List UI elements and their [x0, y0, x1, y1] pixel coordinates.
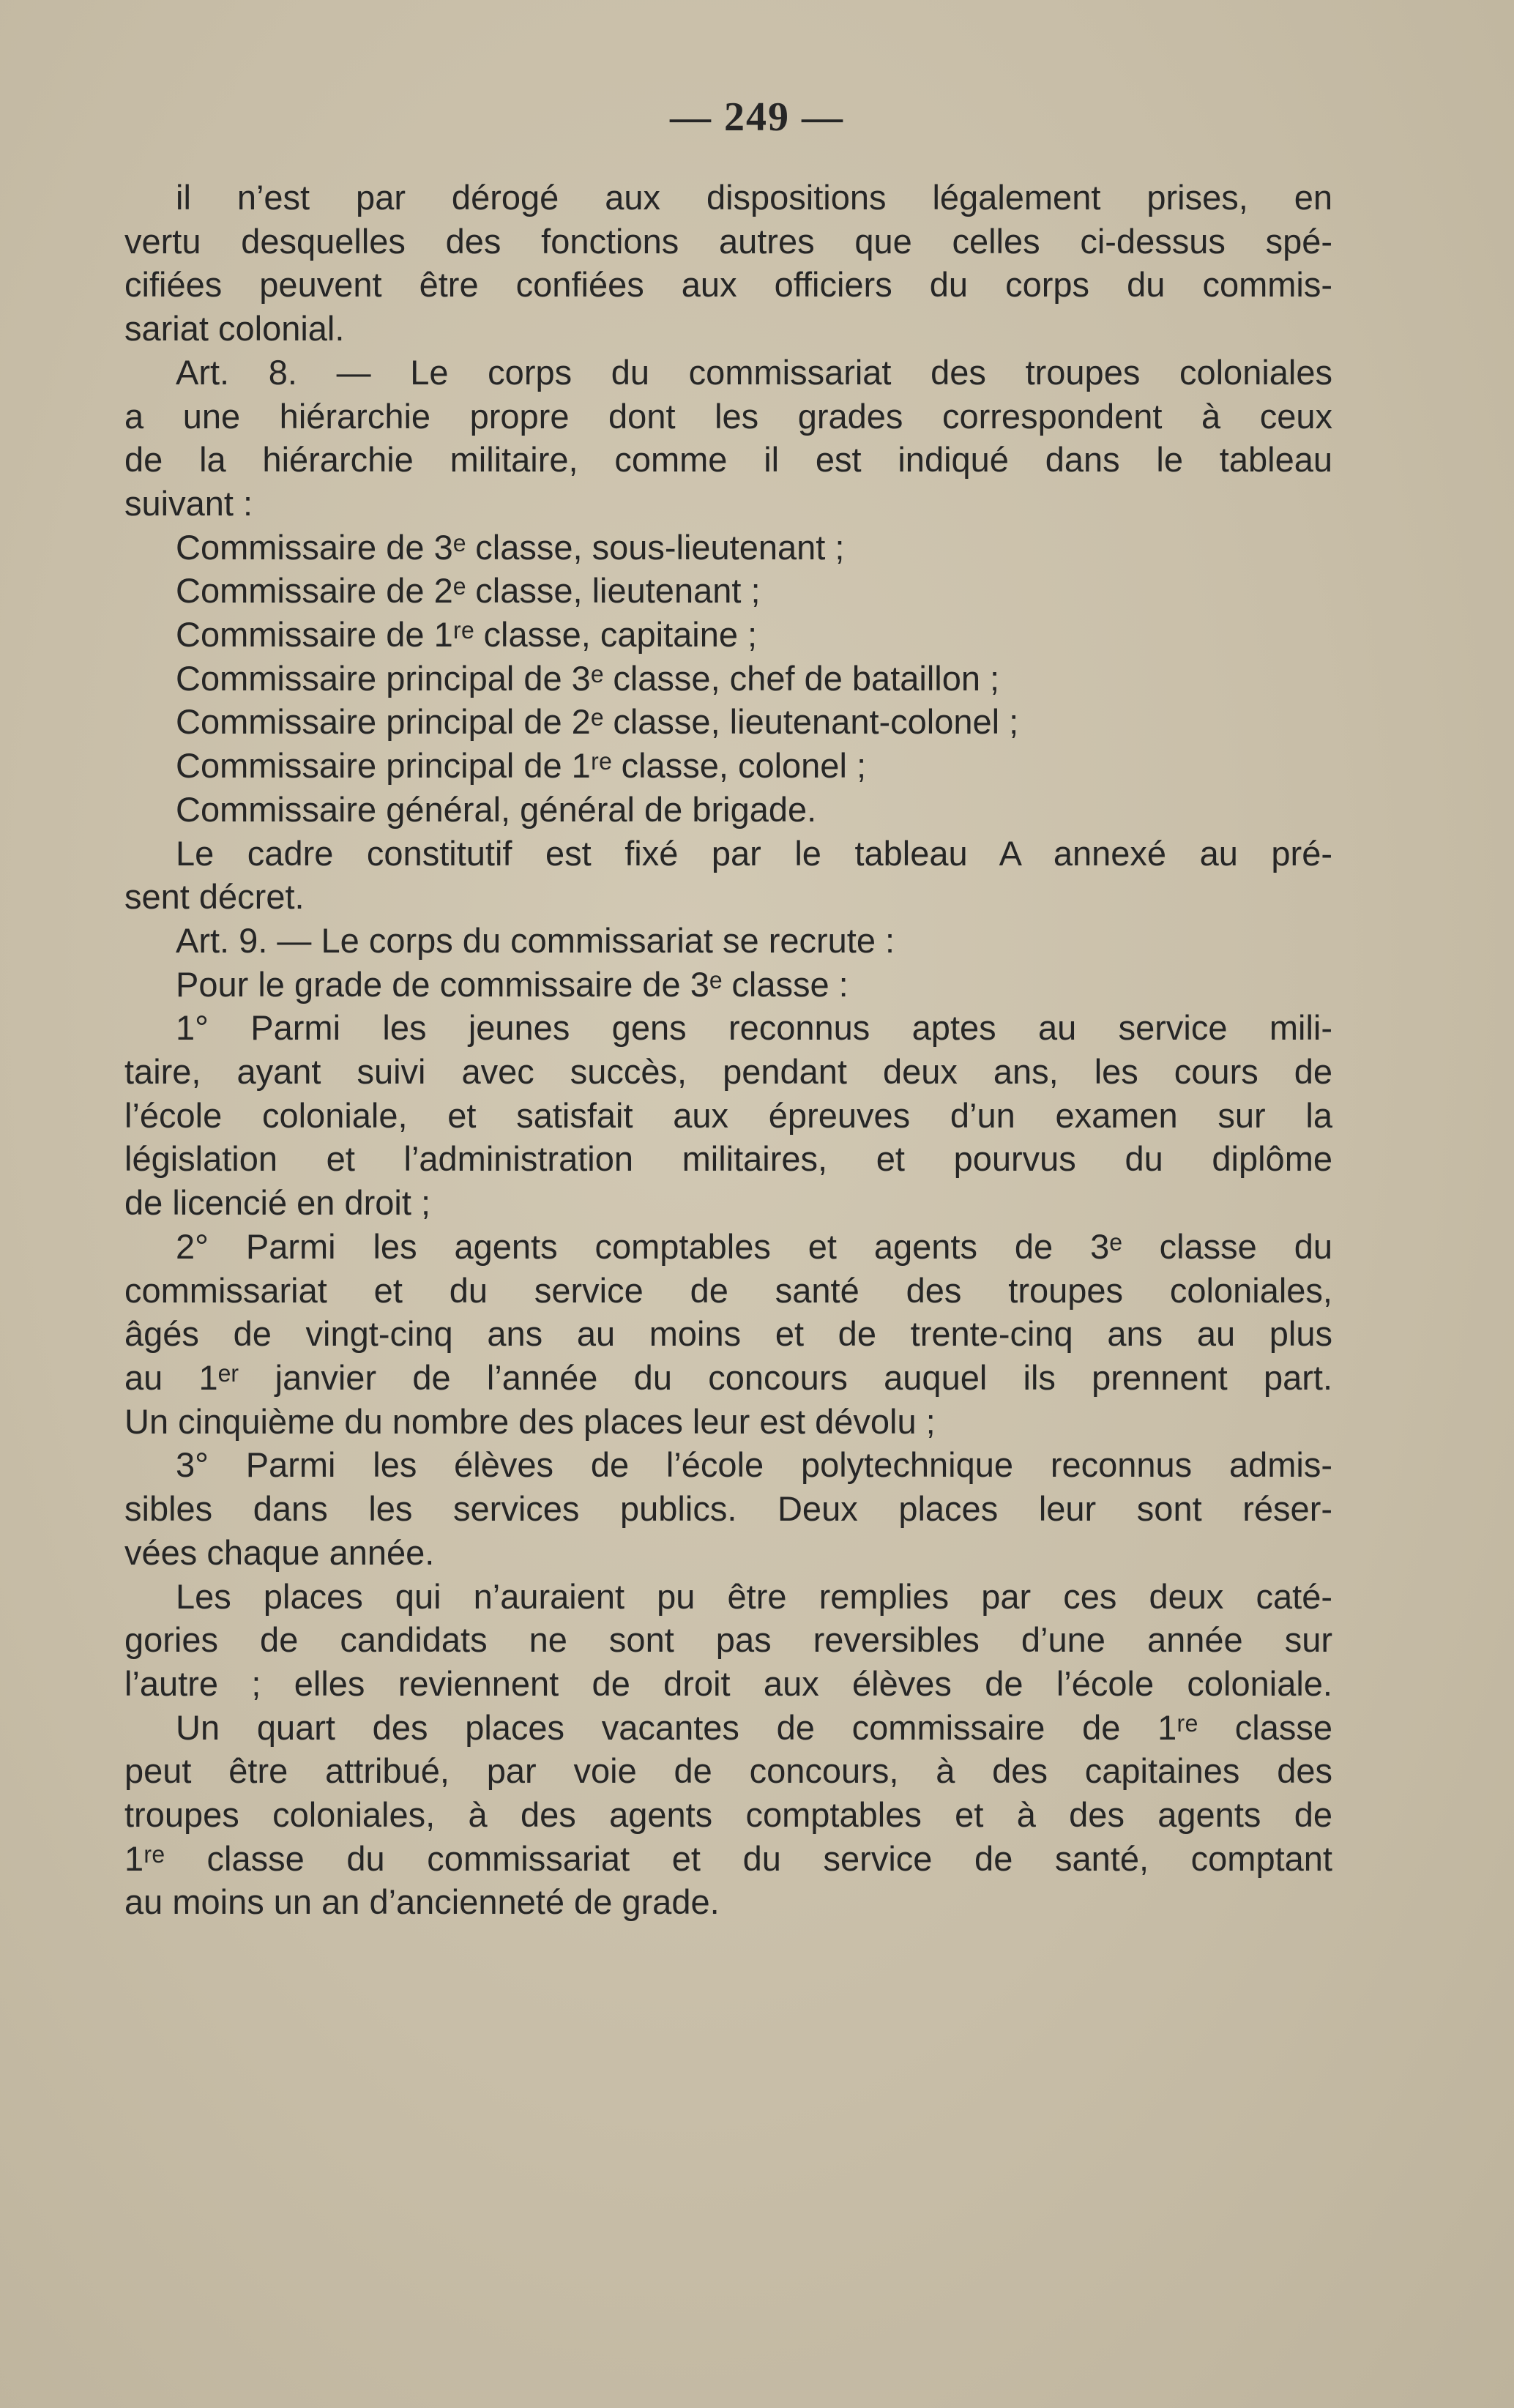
text-line: législation et l’administration militaires, et pourvus du diplôme [124, 1139, 1332, 1179]
text-line: au 1ᵉʳ janvier de l’année du concours auquel ils prennent part. [124, 1357, 1332, 1397]
text-line: Commissaire de 1ʳᵉ classe, capitaine ; [176, 615, 758, 655]
text-line: sariat colonial. [124, 309, 345, 348]
text-line: troupes coloniales, à des agents comptables et à des agents de [124, 1795, 1332, 1835]
text-line: 1° Parmi les jeunes gens reconnus aptes au service mili- [176, 1008, 1332, 1048]
text-line: âgés de vingt-cinq ans au moins et de trente-cinq ans au plus [124, 1314, 1332, 1354]
text-line: gories de candidats ne sont pas reversibles d’une année sur [124, 1620, 1332, 1660]
text-line: peut être attribué, par voie de concours, à des capitaines des [124, 1751, 1332, 1791]
text-line: il n’est par dérogé aux dispositions légalement prises, en [176, 178, 1332, 217]
text-line: Commissaire principal de 3ᵉ classe, chef de bataillon ; [176, 658, 1000, 698]
text-line: Un cinquième du nombre des places leur est dévolu ; [124, 1401, 936, 1441]
text-line: de licencié en droit ; [124, 1183, 431, 1223]
body-text [124, 176, 1332, 1924]
text-line: Commissaire principal de 2ᵉ classe, lieutenant-colonel ; [176, 702, 1019, 742]
text-line: Commissaire général, général de brigade. [176, 789, 817, 829]
text-line: 1ʳᵉ classe du commissariat et du service de santé, comptant [124, 1838, 1332, 1878]
text-line: de la hiérarchie militaire, comme il est indiqué dans le tableau [124, 440, 1332, 480]
text-line: au moins un an d’ancienneté de grade. [124, 1882, 720, 1922]
text-line: Commissaire principal de 1ʳᵉ classe, colonel ; [176, 746, 867, 786]
text-line: vertu desquelles des fonctions autres que celles ci-dessus spé- [124, 221, 1332, 261]
text-line: commissariat et du service de santé des troupes coloniales, [124, 1270, 1332, 1310]
text-line: l’autre ; elles reviennent de droit aux élèves de l’école coloniale. [124, 1663, 1332, 1703]
text-line: sibles dans les services publics. Deux places leur sont réser- [124, 1489, 1332, 1529]
text-line: Pour le grade de commissaire de 3ᵉ classe : [176, 964, 849, 1004]
text-line: Commissaire de 3ᵉ classe, sous-lieutenant ; [176, 527, 845, 567]
text-line: l’école coloniale, et satisfait aux épreuves d’un examen sur la [124, 1095, 1332, 1135]
text-line: Un quart des places vacantes de commissaire de 1ʳᵉ classe [176, 1707, 1332, 1747]
text-line: Le cadre constitutif est fixé par le tableau A annexé au pré- [176, 833, 1332, 873]
text-line: a une hiérarchie propre dont les grades correspondent à ceux [124, 396, 1332, 436]
text-line: suivant : [124, 483, 253, 523]
text-line: Art. 9. — Le corps du commissariat se recrute : [176, 920, 895, 960]
text-line: taire, ayant suivi avec succès, pendant deux ans, les cours de [124, 1052, 1332, 1092]
text-line: Les places qui n’auraient pu être remplies par ces deux caté- [176, 1576, 1332, 1616]
text-line: vées chaque année. [124, 1532, 435, 1572]
text-line: Art. 8. — Le corps du commissariat des troupes coloniales [176, 352, 1332, 392]
text-line: sent décret. [124, 877, 305, 917]
text-line: Commissaire de 2ᵉ classe, lieutenant ; [176, 571, 761, 611]
text-line: 2° Parmi les agents comptables et agents de 3ᵉ classe du [176, 1226, 1332, 1266]
text-line: 3° Parmi les élèves de l’école polytechnique reconnus admis- [176, 1445, 1332, 1485]
text-line: cifiées peuvent être confiées aux officiers du corps du commis- [124, 265, 1332, 305]
page-number: — 249 — [670, 94, 844, 140]
